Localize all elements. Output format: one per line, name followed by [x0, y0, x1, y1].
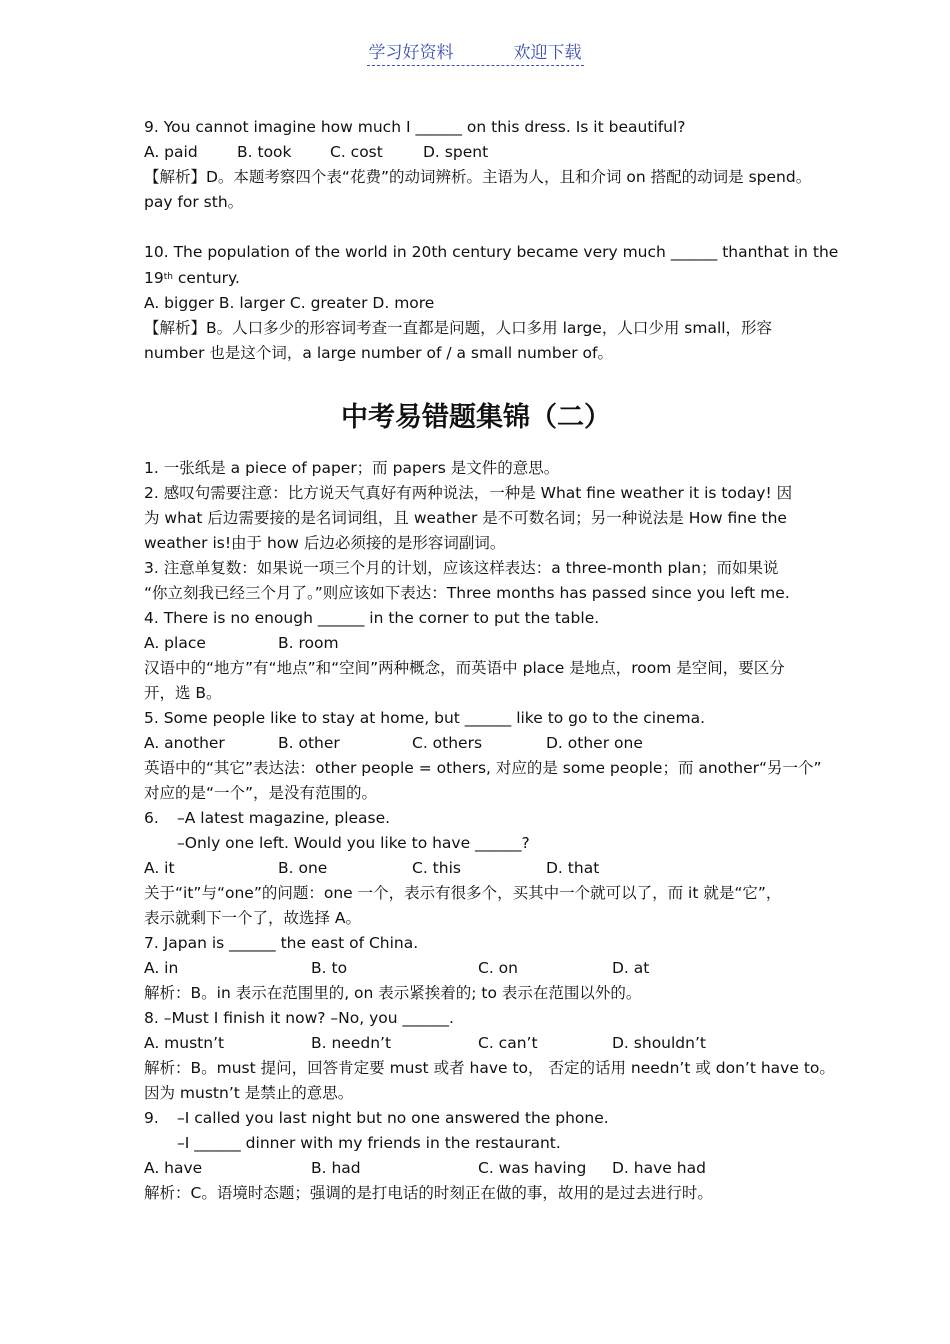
- item-4-stem: 4. There is no enough ______ in the corner to put the table.: [144, 609, 600, 627]
- option-d: D. that: [546, 859, 600, 877]
- option-d: D. other one: [546, 734, 643, 752]
- option-b: B. one: [278, 859, 328, 877]
- question-9-analysis: 【解析】D。本题考察四个表“花费”的动词辨析。主语为人，且和介词 on 搭配的动词是 spend。: [144, 168, 812, 186]
- question-10-analysis-cont: number 也是这个词，a large number of / a small number of。: [144, 344, 613, 362]
- item-6-stem: [144, 806, 808, 831]
- item-4-analysis: 汉语中的“地方”有“地点”和“空间”两种概念，而英语中 place 是地点，room 是空间，要区分: [144, 659, 785, 677]
- item-6-options: [144, 856, 808, 881]
- option-c: C. this: [412, 859, 461, 877]
- option-a: A. it: [144, 859, 175, 877]
- option-a: A. mustn’t: [144, 1034, 225, 1052]
- item-8-analysis-cont: 因为 mustn’t 是禁止的意思。: [144, 1084, 354, 1102]
- century-number: 19: [144, 269, 164, 287]
- item-5-options: [144, 731, 808, 756]
- item-8-analysis: 解析：B。must 提问，回答肯定要 must 或者 have to， 否定的话用 needn’t 或 don’t have to。: [144, 1059, 835, 1077]
- option-a: A. paid: [144, 143, 198, 161]
- header-banner: [367, 38, 584, 66]
- item-3-cont: “你立刻我已经三个月了。”则应该如下表达：Three months has passed since you left me.: [144, 584, 790, 602]
- section-title: 中考易错题集锦（二）: [341, 402, 611, 433]
- option-d: D. shouldn’t: [612, 1034, 706, 1052]
- option-b: B. to: [311, 959, 348, 977]
- option-c: C. was having: [478, 1159, 587, 1177]
- question-10-stem-cont: [144, 265, 808, 291]
- header-right-text: 欢迎下载: [513, 43, 582, 63]
- item-6-line-a: –A latest magazine, please.: [177, 809, 391, 827]
- option-b: B. room: [278, 634, 339, 652]
- option-d: D. spent: [423, 143, 489, 161]
- option-b: B. had: [311, 1159, 361, 1177]
- option-a: A. in: [144, 959, 179, 977]
- item-5-stem: 5. Some people like to stay at home, but ______ like to go to the cinema.: [144, 709, 705, 727]
- question-10-stem: 10. The population of the world in 20th century became very much ______ thanthat in the: [144, 243, 839, 261]
- item-5-analysis-cont: 对应的是“一个”，是没有范围的。: [144, 784, 378, 802]
- question-9-analysis-cont: pay for sth。: [144, 193, 244, 211]
- option-a: A. place: [144, 634, 206, 652]
- option-a: A. another: [144, 734, 225, 752]
- item-9-analysis: 解析：C。语境时态题；强调的是打电话的时刻正在做的事，故用的是过去进行时。: [144, 1184, 713, 1202]
- item-2-cont-2: weather is!由于 how 后边必须接的是形容词副词。: [144, 534, 506, 552]
- item-9-line-b: –I ______ dinner with my friends in the restaurant.: [177, 1134, 561, 1152]
- ordinal-suffix: th: [163, 272, 173, 282]
- item-4-analysis-cont: 开，选 B。: [144, 684, 222, 702]
- item-9-options: [144, 1156, 808, 1181]
- option-a: A. have: [144, 1159, 203, 1177]
- item-8-options: [144, 1031, 808, 1056]
- question-9-options: [144, 140, 808, 165]
- item-4-options: [144, 631, 808, 656]
- item-9-stem: [144, 1106, 808, 1131]
- option-c: C. on: [478, 959, 518, 977]
- item-7-analysis: 解析：B。in 表示在范围里的, on 表示紧挨着的; to 表示在范围以外的。: [144, 984, 642, 1002]
- item-6-analysis-cont: 表示就剩下一个了，故选择 A。: [144, 909, 362, 927]
- item-1: 1. 一张纸是 a piece of paper；而 papers 是文件的意思。: [144, 459, 560, 477]
- item-6-number: 6.: [144, 809, 159, 827]
- option-c: C. can’t: [478, 1034, 538, 1052]
- option-c: C. others: [412, 734, 483, 752]
- item-9-line-a: –I called you last night but no one answered the phone.: [177, 1109, 609, 1127]
- item-6-analysis: 关于“it”与“one”的问题：one 一个，表示有很多个，买其中一个就可以了，而 it 就是“它”，: [144, 884, 782, 902]
- option-b: B. needn’t: [311, 1034, 392, 1052]
- question-10-options: A. bigger B. larger C. greater D. more: [144, 294, 435, 312]
- document-body: [144, 115, 839, 1206]
- century-word: century.: [172, 269, 240, 287]
- item-3: 3. 注意单复数：如果说一项三个月的计划，应该这样表达：a three-month plan；而如果说: [144, 559, 779, 577]
- option-b: B. other: [278, 734, 340, 752]
- item-2: 2. 感叹句需要注意：比方说天气真好有两种说法，一种是 What fine weather it is today! 因: [144, 484, 793, 502]
- question-10-analysis: 【解析】B。人口多少的形容词考查一直都是问题，人口多用 large，人口少用 small，形容: [144, 319, 773, 337]
- item-5-analysis: 英语中的“其它”表达法：other people = others, 对应的是 some people；而 another“另一个”: [144, 759, 822, 777]
- item-6-line-b: –Only one left. Would you like to have ______?: [177, 834, 530, 852]
- item-9-number: 9.: [144, 1109, 159, 1127]
- option-d: D. have had: [612, 1159, 706, 1177]
- page-header: [0, 38, 950, 66]
- question-9-stem: 9. You cannot imagine how much I ______ on this dress. Is it beautiful?: [144, 118, 686, 136]
- option-c: C. cost: [330, 143, 383, 161]
- item-7-options: [144, 956, 808, 981]
- header-left-text: 学习好资料: [368, 43, 454, 63]
- option-b: B. took: [237, 143, 292, 161]
- item-8-stem: 8. –Must I finish it now? –No, you ______.: [144, 1009, 454, 1027]
- item-2-cont: 为 what 后边需要接的是名词词组，且 weather 是不可数名词；另一种说法是 How fine the: [144, 509, 787, 527]
- option-d: D. at: [612, 959, 650, 977]
- item-7-stem: 7. Japan is ______ the east of China.: [144, 934, 419, 952]
